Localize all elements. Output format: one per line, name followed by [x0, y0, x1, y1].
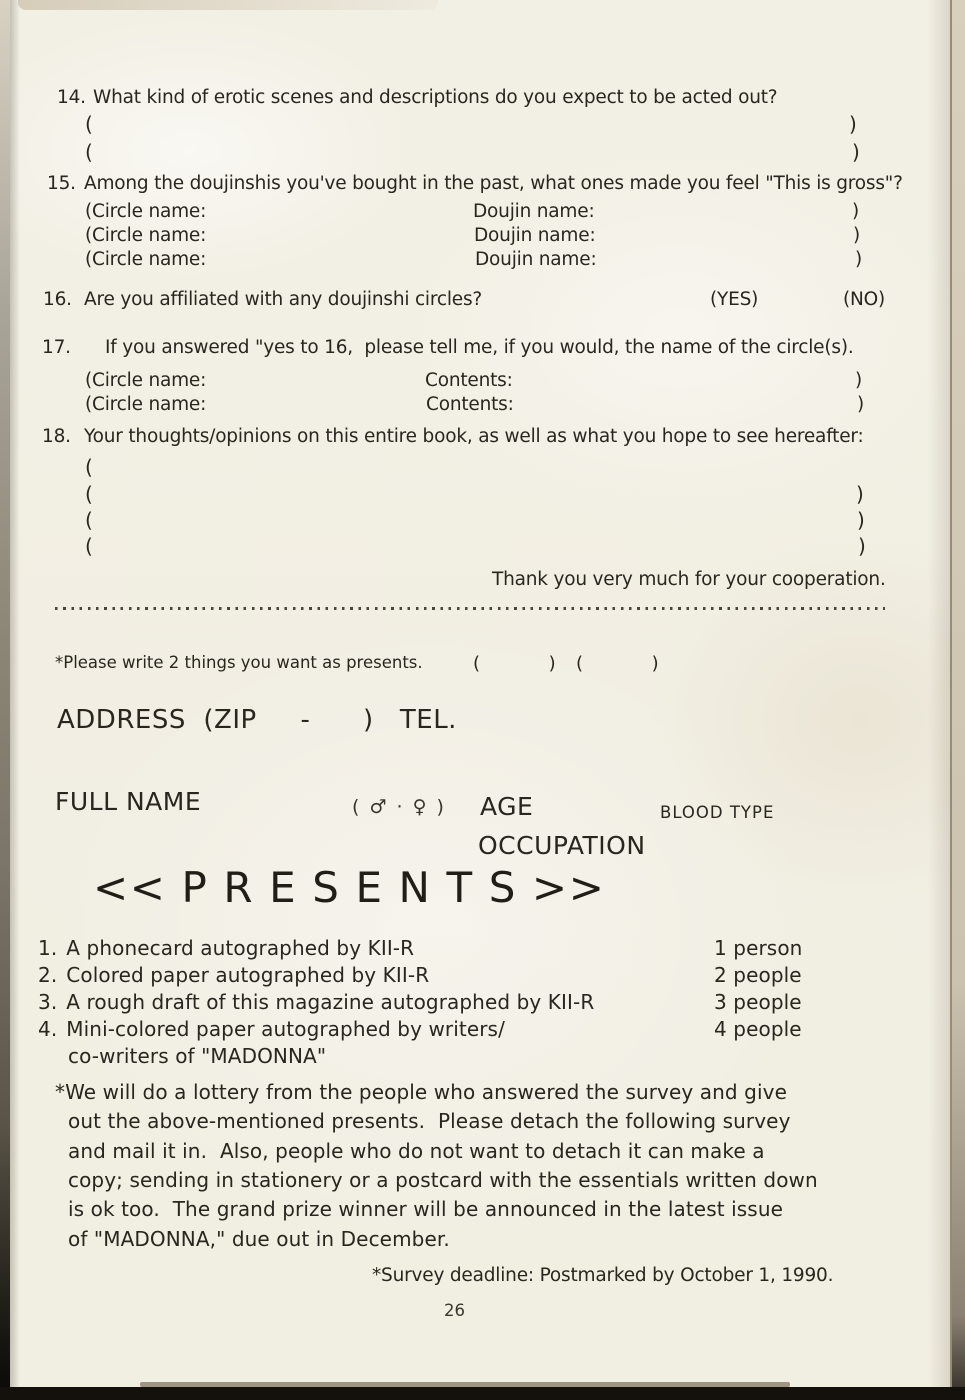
circle-name-label: (Circle name: [85, 225, 207, 246]
lottery-note-line: of "MADONNA," due out in December. [68, 1227, 450, 1251]
question-14-number: 14. [57, 87, 86, 108]
lottery-note-line: and mail it in. Also, people who do not want to detach it can make a [68, 1139, 765, 1163]
close-paren: ) [855, 370, 863, 391]
survey-deadline: *Survey deadline: Postmarked by October 1, 1990. [372, 1265, 834, 1286]
question-17-text: If you answered "yes to 16, please tell me, if you would, the name of the circle(s). [105, 337, 854, 358]
thanks-line: Thank you very much for your cooperation. [492, 569, 886, 590]
question-16-number: 16. [43, 289, 72, 310]
close-paren: ) [852, 201, 860, 222]
open-paren: ( [85, 508, 93, 532]
present-item-count: 2 people [714, 963, 802, 987]
question-16-text: Are you affiliated with any doujinshi circles? [84, 289, 483, 310]
close-paren: ) [856, 482, 864, 506]
open-paren: ( [85, 140, 93, 164]
address-field-label: ADDRESS (ZIP - ) TEL. [57, 705, 457, 735]
doujin-name-label: Doujin name: [475, 249, 597, 270]
presents-note-text: *Please write 2 things you want as presents. [55, 653, 423, 672]
question-18-number: 18. [42, 426, 71, 447]
open-paren: ( [85, 534, 93, 558]
circle-name-label: (Circle name: [85, 370, 207, 391]
question-14-text: What kind of erotic scenes and descriptions do you expect to be acted out? [93, 87, 778, 108]
close-paren: ) [853, 225, 861, 246]
no-option: (NO) [843, 289, 886, 310]
close-paren: ) [849, 112, 857, 136]
lottery-note-line: *We will do a lottery from the people who answered the survey and give [55, 1080, 787, 1104]
present-item-count: 4 people [714, 1017, 802, 1041]
doujin-name-label: Doujin name: [473, 201, 595, 222]
contents-label: Contents: [425, 370, 513, 391]
age-field-label: AGE [480, 792, 534, 821]
present-item-text: A phonecard autographed by KII-R [66, 936, 415, 960]
present-item-count: 1 person [714, 936, 803, 960]
circle-name-label: (Circle name: [85, 249, 207, 270]
open-paren: ( [85, 112, 93, 136]
present-item-text: Colored paper autographed by KII-R [66, 963, 430, 987]
close-paren: ) [855, 249, 863, 270]
question-15-number: 15. [47, 173, 76, 194]
present-item-number: 1. [38, 936, 58, 960]
present-item [38, 963, 965, 988]
present-item-count: 3 people [714, 990, 802, 1014]
scan-left-edge [0, 0, 10, 1400]
lottery-note-line: out the above-mentioned presents. Please detach the following survey [68, 1109, 791, 1133]
present-item [38, 1017, 965, 1042]
open-paren: ( [85, 455, 93, 479]
lottery-note-line: copy; sending in stationery or a postcard with the essentials written down [68, 1168, 818, 1192]
present-item [38, 936, 965, 961]
question-18-text: Your thoughts/opinions on this entire book, as well as what you hope to see hereafter: [84, 426, 864, 447]
question-18 [42, 425, 864, 448]
lottery-note-line: is ok too. The grand prize winner will be announced in the latest issue [68, 1197, 784, 1221]
dotted-separator [55, 607, 885, 610]
question-17 [42, 336, 854, 359]
scan-bottom-bar [0, 1387, 965, 1400]
yes-option: (YES) [710, 289, 759, 310]
question-14 [57, 86, 777, 109]
circle-name-label: (Circle name: [85, 201, 207, 222]
scan-top-smudge [18, 0, 438, 10]
scan-left-edge-fade [10, 0, 20, 1400]
question-15-text: Among the doujinshis you've bought in the past, what ones made you feel "This is gross"? [84, 173, 903, 194]
present-item [38, 990, 965, 1015]
doujin-name-label: Doujin name: [474, 225, 596, 246]
present-item-number: 3. [38, 990, 58, 1014]
presents-note-line [55, 653, 965, 674]
occupation-field-label: OCCUPATION [478, 831, 646, 860]
gender-mark: ( ♂ · ♀ ) [352, 796, 446, 818]
scan-right-edge [950, 0, 965, 1400]
present-item-number: 4. [38, 1017, 58, 1041]
scan-right-edge-fade [928, 0, 952, 1400]
question-16 [43, 288, 965, 311]
present-item-text: Mini-colored paper autographed by writers/ [66, 1017, 505, 1041]
present-item-number: 2. [38, 963, 58, 987]
present-blank-2: ( ) [576, 653, 659, 674]
present-blank-1: ( ) [473, 653, 556, 674]
present-item-text: A rough draft of this magazine autographed by KII-R [66, 990, 595, 1014]
question-17-number: 17. [42, 337, 71, 358]
question-15 [47, 172, 903, 195]
contents-label: Contents: [426, 394, 514, 415]
open-paren: ( [85, 482, 93, 506]
page-number: 26 [444, 1301, 465, 1320]
present-item-continuation: co-writers of "MADONNA" [68, 1044, 327, 1068]
close-paren: ) [858, 534, 866, 558]
blood-type-field-label: BLOOD TYPE [660, 803, 775, 822]
close-paren: ) [857, 394, 865, 415]
close-paren: ) [857, 508, 865, 532]
presents-heading: << P R E S E N T S >> [93, 863, 606, 912]
full-name-field-label: FULL NAME [55, 787, 202, 816]
close-paren: ) [852, 140, 860, 164]
circle-name-label: (Circle name: [85, 394, 207, 415]
